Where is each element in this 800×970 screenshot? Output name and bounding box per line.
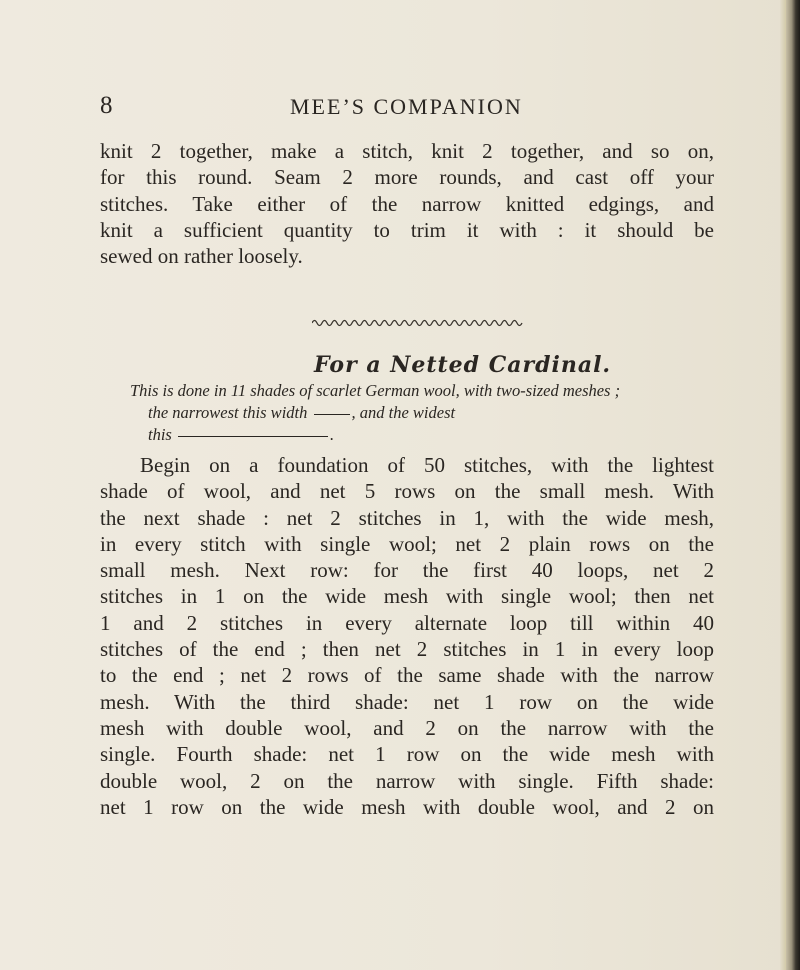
section-title: For a Netted Cardinal. — [314, 352, 612, 378]
text-line: shade of wool, and net 5 rows on the small mesh. With — [100, 479, 714, 504]
page-number: 8 — [100, 92, 114, 119]
paragraph-2 — [100, 452, 714, 820]
intro-text: this — [148, 425, 172, 444]
text-line: knit a sufficient quantity to trim it with : it should be — [100, 217, 714, 242]
intro-line — [130, 424, 620, 446]
text-line: stitches of the end ; then net 2 stitches in 1 in every loop — [100, 637, 714, 662]
narrow-mesh-width-rule — [314, 414, 350, 415]
intro-line — [130, 402, 620, 424]
text-line: for this round. Seam 2 more rounds, and cast off your — [100, 165, 714, 190]
intro-text: . — [329, 425, 335, 444]
intro-text: This is done in 11 shades of scarlet German wool, with two-sized meshes ; — [130, 381, 621, 400]
paragraph-1 — [100, 138, 714, 269]
text-line: stitches. Take either of the narrow knitted edgings, and — [100, 191, 714, 216]
text-line: mesh with double wool, and 2 on the narrow with the — [100, 715, 714, 740]
section-intro — [130, 380, 620, 446]
text-line: 1 and 2 stitches in every alternate loop till within 40 — [100, 610, 714, 635]
page-header — [100, 92, 720, 122]
book-edge — [786, 0, 800, 970]
running-title: MEE’S COMPANION — [290, 94, 523, 119]
text-line: net 1 row on the wide mesh with double wool, and 2 on — [100, 794, 714, 819]
text-line: single. Fourth shade: net 1 row on the wide mesh with — [100, 742, 714, 767]
text-line: Begin on a foundation of 50 stitches, with the lightest — [140, 453, 714, 477]
text-line: stitches in 1 on the wide mesh with single wool; then net — [100, 584, 714, 609]
text-line: in every stitch with single wool; net 2 plain rows on the — [100, 531, 714, 556]
text-line: to the end ; net 2 rows of the same shade with the narrow — [100, 663, 714, 688]
text-line: double wool, 2 on the narrow with single. Fifth shade: — [100, 768, 714, 793]
text-line: small mesh. Next row: for the first 40 loops, net 2 — [100, 558, 714, 583]
intro-text: the narrowest this width — [148, 403, 308, 422]
text-line: knit 2 together, make a stitch, knit 2 together, and so on, — [100, 139, 714, 163]
text-line: the next shade : net 2 stitches in 1, with the wide mesh, — [100, 505, 714, 530]
text-line: sewed on rather loosely. — [100, 244, 303, 269]
wide-mesh-width-rule — [178, 436, 328, 437]
text-line: mesh. With the third shade: net 1 row on the wide — [100, 689, 714, 714]
wavy-rule-ornament — [312, 317, 524, 329]
intro-line — [130, 380, 620, 402]
intro-text: , and the widest — [351, 403, 456, 422]
